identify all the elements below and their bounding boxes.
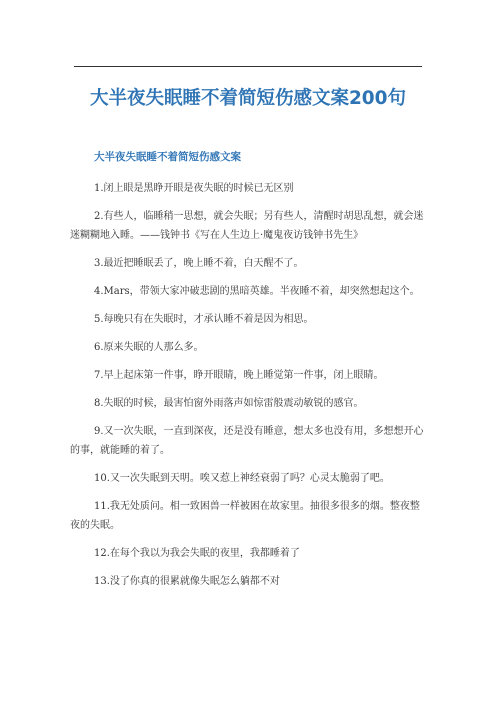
document-body (70, 150, 424, 600)
list-item: 6.原来失眠的人那么多。 (94, 342, 204, 353)
list-item: 2.有些人，临睡稍一思想，就会失眠；另有些人，清醒时胡思乱想，就会迷迷糊糊地入睡。——钱钟书《写在人生边上·魔鬼夜访钱钟书先生》 (70, 211, 424, 241)
list-item: 3.最近把睡眠丢了，晚上睡不着，白天醒不了。 (94, 258, 304, 269)
list-item: 12.在每个我以为我会失眠的夜里，我都睡着了 (94, 548, 300, 559)
list-item: 4.Mars，带领大家冲破悲剧的黑暗英雄。半夜睡不着，却突然想起这个。 (94, 286, 420, 297)
list-item: 8.失眠的时候，最害怕窗外雨落声如惊雷般震动敏锐的感官。 (94, 398, 364, 409)
list-item: 13.没了你真的很累就像失眠怎么躺都不对 (94, 576, 280, 587)
document-title: 大半夜失眠睡不着简短伤感文案200句 (89, 88, 407, 109)
list-item: 1.闭上眼是黑睁开眼是夜失眠的时候已无区别 (94, 183, 294, 194)
list-item: 5.每晚只有在失眠时，才承认睡不着是因为相思。 (94, 314, 314, 325)
list-item: 7.早上起床第一件事，睁开眼睛，晚上睡觉第一件事，闭上眼睛。 (94, 370, 384, 381)
list-item: 10.又一次失眠到天明。唉又惹上神经衰弱了吗？心灵太脆弱了吧。 (94, 473, 390, 484)
section-heading: 大半夜失眠睡不着简短伤感文案 (94, 151, 241, 163)
list-item: 11.我无处质问。相一致困兽一样被困在故家里。抽很多很多的烟。整夜整夜的失眠。 (70, 501, 420, 531)
list-item: 9.又一次失眠，一直到深夜，还是没有睡意，想太多也没有用，多想想开心的事，就能睡的着了。 (70, 426, 424, 456)
header-rule (74, 66, 422, 67)
